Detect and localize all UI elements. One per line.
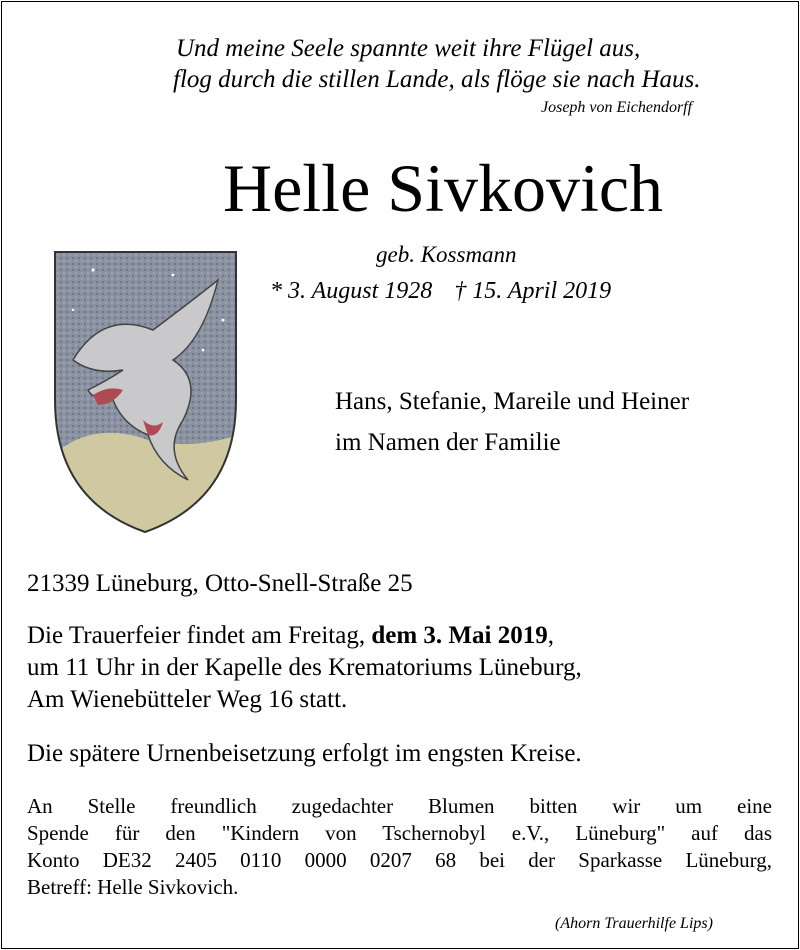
service-line-3: Am Wienebütteler Weg 16 statt. <box>27 686 348 713</box>
poem-line-2: flog durch die stillen Lande, als flöge sie nach Haus. <box>173 66 701 93</box>
deceased-name: Helle Sivkovich <box>223 150 664 226</box>
maiden-name: geb. Kossmann <box>376 242 517 267</box>
undertaker-credit: (Ahorn Trauerhilfe Lips) <box>555 915 713 932</box>
family-subtitle: im Namen der Familie <box>335 429 561 456</box>
poem-author: Joseph von Eichendorff <box>541 99 693 116</box>
death-date: † 15. April 2019 <box>454 278 612 304</box>
donation-line-3: Konto DE32 2405 0110 0000 0207 68 bei der Sparkasse Lüneburg, <box>27 848 772 872</box>
service-date: dem 3. Mai 2019 <box>371 622 548 649</box>
service-line-2: um 11 Uhr in der Kapelle des Krematoriums Lüneburg, <box>27 654 582 681</box>
donation-line-1: An Stelle freundlich zugedachter Blumen bitten wir um eine <box>27 794 772 818</box>
urn-notice: Die spätere Urnenbeisetzung erfolgt im engsten Kreise. <box>27 740 582 767</box>
family-names: Hans, Stefanie, Mareile und Heiner <box>335 388 690 415</box>
address: 21339 Lüneburg, Otto-Snell-Straße 25 <box>27 570 413 597</box>
life-dates <box>270 278 611 305</box>
donation-line-2: Spende für den "Kindern von Tschernobyl e.V., Lüneburg" auf das <box>27 821 772 845</box>
service-line-1: Die Trauerfeier findet am Freitag, dem 3. Mai 2019, <box>27 622 554 649</box>
birth-date: * 3. August 1928 <box>270 278 433 304</box>
service-info <box>27 620 582 716</box>
donation-request <box>27 793 772 901</box>
crest-image <box>53 250 238 535</box>
donation-line-4: Betreff: Helle Sivkovich. <box>27 875 239 899</box>
poem-line-1: Und meine Seele spannte weit ihre Flügel aus, <box>176 35 641 62</box>
